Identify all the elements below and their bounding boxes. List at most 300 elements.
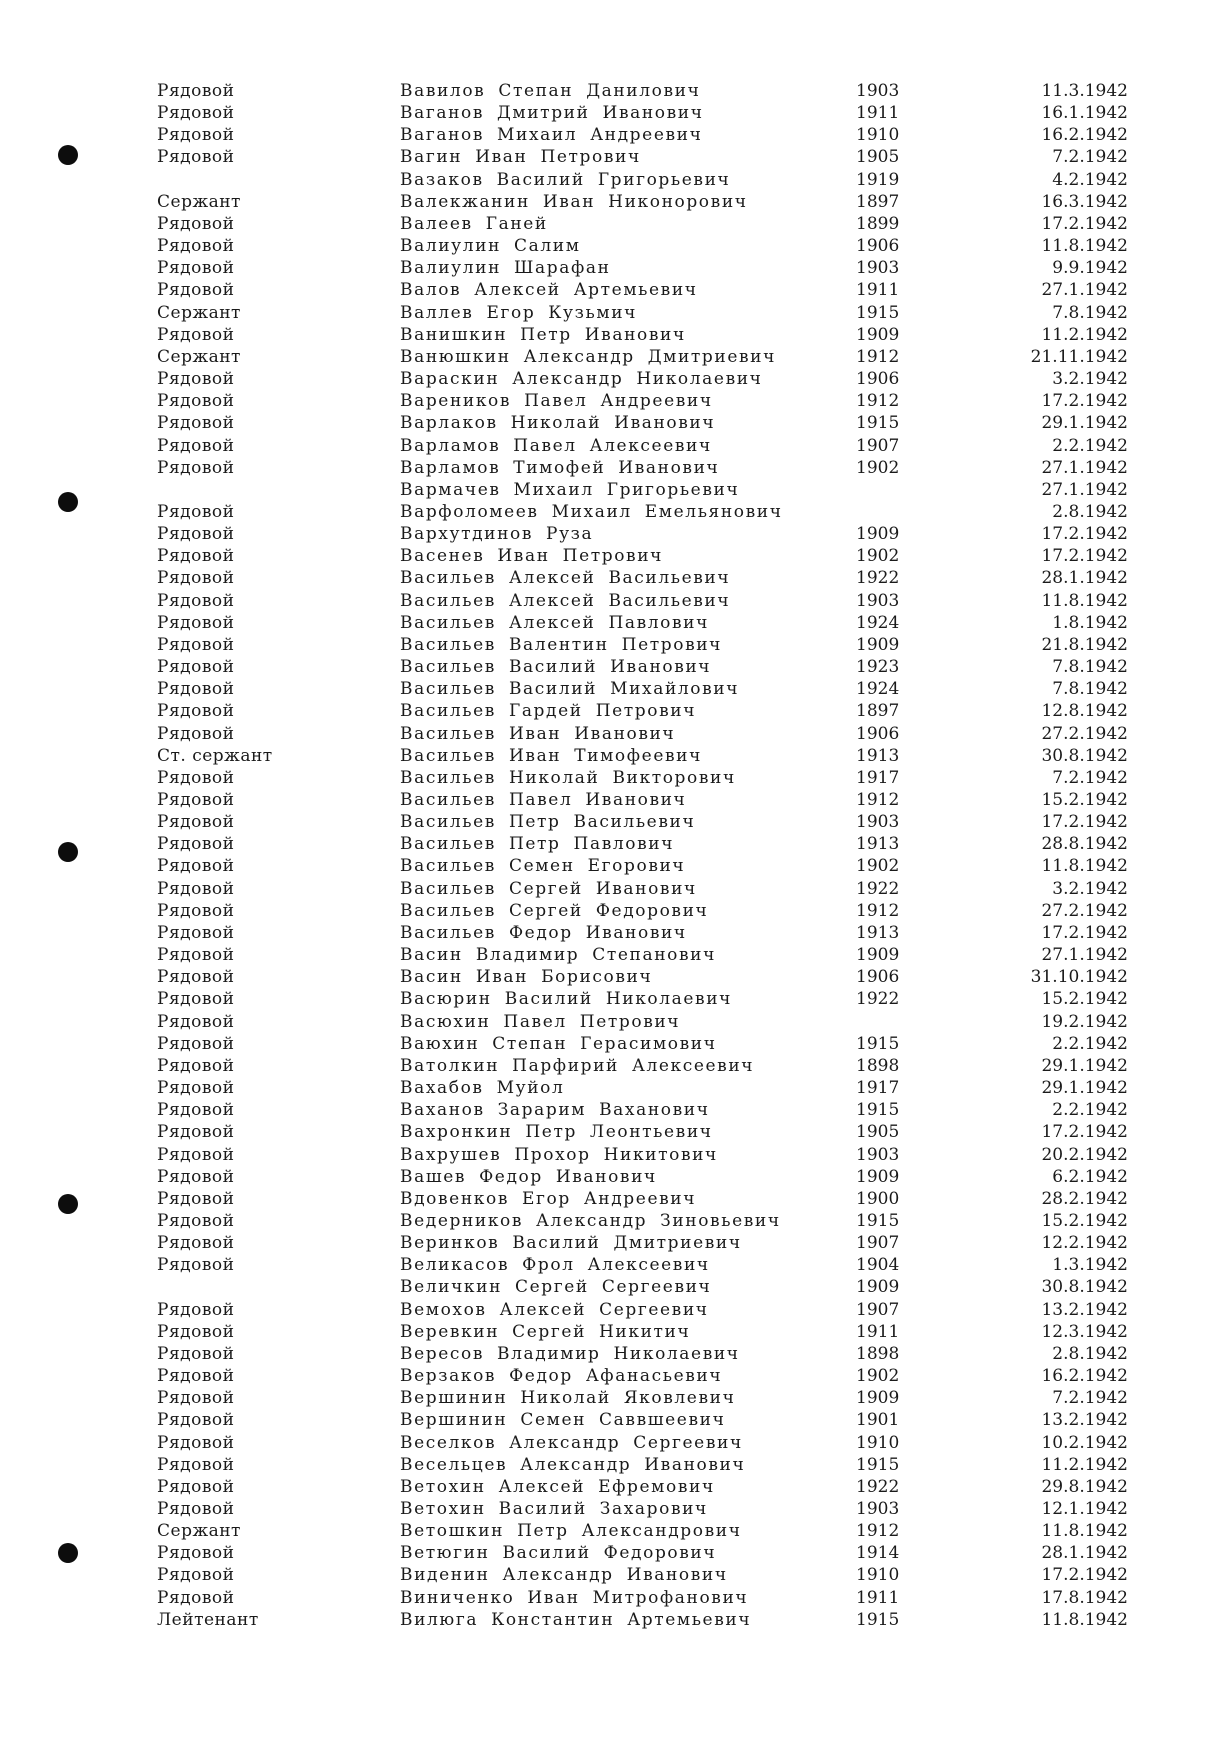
name-cell: Валеев Ганей (400, 213, 548, 234)
rank-cell: Рядовой (157, 1432, 235, 1453)
name-cell: Васильев Николай Викторович (400, 767, 736, 788)
name-cell: Ваганов Михаил Андреевич (400, 125, 703, 146)
rank-cell: Рядовой (157, 125, 235, 146)
date-cell: 11.8.1942 (1041, 1521, 1128, 1542)
birth-year-cell: 1913 (856, 922, 900, 943)
date-cell: 27.2.1942 (1041, 723, 1128, 744)
rank-cell: Рядовой (157, 369, 235, 390)
list-row (0, 302, 1220, 324)
list-row (0, 811, 1220, 833)
date-cell: 11.8.1942 (1041, 856, 1128, 877)
name-cell: Веревкин Сергей Никитич (400, 1321, 691, 1342)
date-cell: 7.2.1942 (1052, 767, 1128, 788)
list-row (0, 922, 1220, 944)
name-cell: Ваханов Зарарим Ваханович (400, 1100, 710, 1121)
birth-year-cell: 1917 (856, 767, 900, 788)
name-cell: Верзаков Федор Афанасьевич (400, 1366, 723, 1387)
birth-year-cell: 1909 (856, 1388, 900, 1409)
birth-year-cell: 1903 (856, 590, 900, 611)
date-cell: 17.8.1942 (1041, 1587, 1128, 1608)
name-cell: Великасов Фрол Алексеевич (400, 1255, 710, 1276)
name-cell: Валов Алексей Артемьевич (400, 280, 698, 301)
date-cell: 17.2.1942 (1041, 213, 1128, 234)
date-cell: 19.2.1942 (1041, 1011, 1128, 1032)
rank-cell: Рядовой (157, 147, 235, 168)
rank-cell: Рядовой (157, 1587, 235, 1608)
birth-year-cell: 1897 (856, 191, 900, 212)
name-cell: Валиулин Салим (400, 236, 581, 257)
name-cell: Варфоломеев Михаил Емельянович (400, 501, 783, 522)
name-cell: Весельцев Александр Иванович (400, 1454, 746, 1475)
list-row (0, 1166, 1220, 1188)
rank-cell: Рядовой (157, 546, 235, 567)
rank-cell: Рядовой (157, 1299, 235, 1320)
date-cell: 28.1.1942 (1041, 1543, 1128, 1564)
rank-cell: Рядовой (157, 391, 235, 412)
birth-year-cell: 1911 (856, 1321, 900, 1342)
name-cell: Вахабов Муйол (400, 1078, 565, 1099)
rank-cell: Рядовой (157, 501, 235, 522)
list-row (0, 878, 1220, 900)
date-cell: 21.11.1942 (1030, 346, 1128, 367)
rank-cell: Рядовой (157, 258, 235, 279)
list-row (0, 767, 1220, 789)
date-cell: 31.10.1942 (1030, 967, 1128, 988)
date-cell: 6.2.1942 (1052, 1166, 1128, 1187)
birth-year-cell: 1915 (856, 302, 900, 323)
rank-cell: Рядовой (157, 1388, 235, 1409)
rank-cell: Рядовой (157, 1210, 235, 1231)
date-cell: 2.2.1942 (1052, 1100, 1128, 1121)
date-cell: 15.2.1942 (1041, 1210, 1128, 1231)
birth-year-cell: 1901 (856, 1410, 900, 1431)
birth-year-cell: 1917 (856, 1078, 900, 1099)
date-cell: 12.8.1942 (1041, 701, 1128, 722)
birth-year-cell: 1922 (856, 989, 900, 1010)
rank-cell: Рядовой (157, 413, 235, 434)
date-cell: 3.2.1942 (1052, 878, 1128, 899)
name-cell: Вагин Иван Петрович (400, 147, 641, 168)
name-cell: Васильев Иван Иванович (400, 723, 676, 744)
birth-year-cell: 1910 (856, 125, 900, 146)
list-row (0, 745, 1220, 767)
list-row (0, 523, 1220, 545)
name-cell: Величкин Сергей Сергеевич (400, 1277, 712, 1298)
list-row (0, 169, 1220, 191)
name-cell: Васильев Алексей Васильевич (400, 590, 731, 611)
birth-year-cell: 1912 (856, 790, 900, 810)
date-cell: 7.8.1942 (1052, 657, 1128, 678)
date-cell: 15.2.1942 (1041, 790, 1128, 810)
name-cell: Васюхин Павел Петрович (400, 1011, 681, 1032)
name-cell: Васюрин Василий Николаевич (400, 989, 732, 1010)
name-cell: Васильев Федор Иванович (400, 922, 687, 943)
date-cell: 30.8.1942 (1041, 745, 1128, 766)
date-cell: 7.8.1942 (1052, 302, 1128, 323)
birth-year-cell: 1909 (856, 1277, 900, 1298)
list-row (0, 567, 1220, 589)
birth-year-cell: 1913 (856, 745, 900, 766)
list-row (0, 988, 1220, 1010)
name-cell: Ватолкин Парфирий Алексеевич (400, 1055, 755, 1076)
name-cell: Валлев Егор Кузьмич (400, 302, 637, 323)
date-cell: 12.3.1942 (1041, 1321, 1128, 1342)
date-cell: 11.8.1942 (1041, 236, 1128, 257)
rank-cell: Рядовой (157, 701, 235, 722)
rank-cell: Рядовой (157, 1565, 235, 1586)
birth-year-cell: 1923 (856, 657, 900, 678)
name-cell: Васин Владимир Степанович (400, 945, 716, 966)
rank-cell: Рядовой (157, 1055, 235, 1076)
name-cell: Вилюга Константин Артемьевич (400, 1609, 752, 1630)
birth-year-cell: 1906 (856, 723, 900, 744)
list-row (0, 1432, 1220, 1454)
rank-cell: Сержант (157, 1521, 241, 1542)
birth-year-cell: 1915 (856, 1609, 900, 1630)
name-cell: Ванюшкин Александр Дмитриевич (400, 346, 776, 367)
date-cell: 27.1.1942 (1041, 280, 1128, 301)
list-row (0, 102, 1220, 124)
rank-cell: Рядовой (157, 900, 235, 921)
list-row (0, 1144, 1220, 1166)
birth-year-cell: 1905 (856, 1122, 900, 1143)
rank-cell: Сержант (157, 302, 241, 323)
birth-year-cell: 1909 (856, 945, 900, 966)
date-cell: 27.1.1942 (1041, 945, 1128, 966)
date-cell: 12.1.1942 (1041, 1499, 1128, 1519)
name-cell: Васильев Сергей Иванович (400, 878, 697, 899)
list-row (0, 1299, 1220, 1321)
list-row (0, 390, 1220, 412)
name-cell: Ведерников Александр Зиновьевич (400, 1210, 781, 1231)
date-cell: 27.1.1942 (1041, 479, 1128, 500)
list-row (0, 634, 1220, 656)
rank-cell: Рядовой (157, 103, 235, 124)
date-cell: 17.2.1942 (1041, 922, 1128, 943)
name-cell: Вересов Владимир Николаевич (400, 1343, 740, 1364)
birth-year-cell: 1909 (856, 634, 900, 655)
birth-year-cell: 1907 (856, 435, 900, 456)
list-row (0, 700, 1220, 722)
rank-cell: Рядовой (157, 767, 235, 788)
list-row (0, 346, 1220, 368)
date-cell: 11.8.1942 (1041, 590, 1128, 611)
rank-cell: Рядовой (157, 1188, 235, 1209)
rank-cell: Рядовой (157, 524, 235, 545)
list-row (0, 1520, 1220, 1542)
rank-cell: Рядовой (157, 812, 235, 833)
name-cell: Васильев Петр Павлович (400, 834, 675, 855)
birth-year-cell: 1900 (856, 1188, 900, 1209)
name-cell: Вашев Федор Иванович (400, 1166, 657, 1187)
name-cell: Вараскин Александр Николаевич (400, 369, 763, 390)
date-cell: 21.8.1942 (1041, 634, 1128, 655)
rank-cell: Рядовой (157, 967, 235, 988)
rank-cell: Рядовой (157, 723, 235, 744)
name-cell: Ветохин Василий Захарович (400, 1499, 708, 1519)
list-row (0, 900, 1220, 922)
list-row (0, 723, 1220, 745)
list-row (0, 1454, 1220, 1476)
birth-year-cell: 1902 (856, 856, 900, 877)
rank-cell: Рядовой (157, 790, 235, 810)
rank-cell: Рядовой (157, 856, 235, 877)
birth-year-cell: 1912 (856, 346, 900, 367)
birth-year-cell: 1899 (856, 213, 900, 234)
birth-year-cell: 1907 (856, 1299, 900, 1320)
list-row (0, 412, 1220, 434)
date-cell: 1.8.1942 (1052, 612, 1128, 633)
birth-year-cell: 1902 (856, 546, 900, 567)
date-cell: 29.1.1942 (1041, 413, 1128, 434)
list-row (0, 279, 1220, 301)
date-cell: 27.1.1942 (1041, 457, 1128, 478)
name-cell: Васильев Валентин Петрович (400, 634, 723, 655)
date-cell: 17.2.1942 (1041, 812, 1128, 833)
birth-year-cell: 1915 (856, 1033, 900, 1054)
list-row (0, 590, 1220, 612)
birth-year-cell: 1912 (856, 1521, 900, 1542)
rank-cell: Рядовой (157, 834, 235, 855)
name-cell: Валекжанин Иван Никонорович (400, 191, 748, 212)
rank-cell: Рядовой (157, 1100, 235, 1121)
birth-year-cell: 1910 (856, 1432, 900, 1453)
date-cell: 17.2.1942 (1041, 1565, 1128, 1586)
rank-cell: Рядовой (157, 1410, 235, 1431)
name-cell: Васин Иван Борисович (400, 967, 653, 988)
birth-year-cell: 1911 (856, 1587, 900, 1608)
rank-cell: Рядовой (157, 945, 235, 966)
birth-year-cell: 1897 (856, 701, 900, 722)
rank-cell: Рядовой (157, 1343, 235, 1364)
date-cell: 7.8.1942 (1052, 679, 1128, 700)
list-row (0, 146, 1220, 168)
list-row (0, 612, 1220, 634)
name-cell: Валиулин Шарафан (400, 258, 611, 279)
birth-year-cell: 1909 (856, 1166, 900, 1187)
date-cell: 11.2.1942 (1041, 1454, 1128, 1475)
rank-cell: Рядовой (157, 590, 235, 611)
list-row (0, 944, 1220, 966)
casualty-list (0, 80, 1220, 1631)
list-row (0, 678, 1220, 700)
rank-cell: Рядовой (157, 1499, 235, 1519)
name-cell: Васильев Гардей Петрович (400, 701, 697, 722)
list-row (0, 257, 1220, 279)
birth-year-cell: 1906 (856, 236, 900, 257)
name-cell: Ваганов Дмитрий Иванович (400, 103, 704, 124)
rank-cell: Рядовой (157, 1166, 235, 1187)
rank-cell: Лейтенант (157, 1609, 259, 1630)
birth-year-cell: 1913 (856, 834, 900, 855)
name-cell: Ванишкин Петр Иванович (400, 324, 686, 345)
birth-year-cell: 1898 (856, 1343, 900, 1364)
name-cell: Виниченко Иван Митрофанович (400, 1587, 749, 1608)
list-row (0, 324, 1220, 346)
list-row (0, 1077, 1220, 1099)
list-row (0, 1321, 1220, 1343)
date-cell: 1.3.1942 (1052, 1255, 1128, 1276)
rank-cell: Рядовой (157, 1122, 235, 1143)
birth-year-cell: 1910 (856, 1565, 900, 1586)
date-cell: 7.2.1942 (1052, 1388, 1128, 1409)
rank-cell: Рядовой (157, 213, 235, 234)
list-row (0, 1011, 1220, 1033)
date-cell: 16.3.1942 (1041, 191, 1128, 212)
name-cell: Васильев Сергей Федорович (400, 900, 709, 921)
list-row (0, 1609, 1220, 1631)
date-cell: 15.2.1942 (1041, 989, 1128, 1010)
name-cell: Вершинин Николай Яковлевич (400, 1388, 736, 1409)
date-cell: 28.8.1942 (1041, 834, 1128, 855)
date-cell: 13.2.1942 (1041, 1410, 1128, 1431)
name-cell: Вазаков Василий Григорьевич (400, 169, 731, 190)
birth-year-cell: 1915 (856, 1100, 900, 1121)
date-cell: 17.2.1942 (1041, 546, 1128, 567)
date-cell: 17.2.1942 (1041, 524, 1128, 545)
rank-cell: Рядовой (157, 81, 235, 101)
birth-year-cell: 1915 (856, 1454, 900, 1475)
list-row (0, 435, 1220, 457)
list-row (0, 833, 1220, 855)
name-cell: Васильев Семен Егорович (400, 856, 686, 877)
date-cell: 20.2.1942 (1041, 1144, 1128, 1165)
date-cell: 29.1.1942 (1041, 1055, 1128, 1076)
birth-year-cell: 1903 (856, 812, 900, 833)
birth-year-cell: 1907 (856, 1233, 900, 1254)
name-cell: Вармачев Михаил Григорьевич (400, 479, 740, 500)
rank-cell: Сержант (157, 191, 241, 212)
list-row (0, 966, 1220, 988)
name-cell: Веселков Александр Сергеевич (400, 1432, 743, 1453)
birth-year-cell: 1911 (856, 280, 900, 301)
list-row (0, 1365, 1220, 1387)
rank-cell: Рядовой (157, 435, 235, 456)
list-row (0, 457, 1220, 479)
list-row (0, 545, 1220, 567)
name-cell: Вемохов Алексей Сергеевич (400, 1299, 709, 1320)
date-cell: 9.9.1942 (1052, 258, 1128, 279)
date-cell: 4.2.1942 (1052, 169, 1128, 190)
name-cell: Веринков Василий Дмитриевич (400, 1233, 742, 1254)
name-cell: Ветошкин Петр Александрович (400, 1521, 742, 1542)
list-row (0, 1276, 1220, 1298)
date-cell: 16.1.1942 (1041, 103, 1128, 124)
rank-cell: Рядовой (157, 568, 235, 589)
name-cell: Вархутдинов Руза (400, 524, 594, 545)
date-cell: 29.8.1942 (1041, 1476, 1128, 1497)
birth-year-cell: 1924 (856, 612, 900, 633)
list-row (0, 1188, 1220, 1210)
date-cell: 2.2.1942 (1052, 435, 1128, 456)
name-cell: Вахронкин Петр Леонтьевич (400, 1122, 713, 1143)
birth-year-cell: 1902 (856, 457, 900, 478)
date-cell: 28.2.1942 (1041, 1188, 1128, 1209)
list-row (0, 1210, 1220, 1232)
rank-cell: Рядовой (157, 1144, 235, 1165)
date-cell: 27.2.1942 (1041, 900, 1128, 921)
name-cell: Васильев Василий Михайлович (400, 679, 740, 700)
birth-year-cell: 1905 (856, 147, 900, 168)
rank-cell: Ст. сержант (157, 745, 273, 766)
name-cell: Васенев Иван Петрович (400, 546, 663, 567)
date-cell: 2.8.1942 (1052, 1343, 1128, 1364)
list-row (0, 1232, 1220, 1254)
name-cell: Виденин Александр Иванович (400, 1565, 728, 1586)
rank-cell: Сержант (157, 346, 241, 367)
name-cell: Васильев Алексей Васильевич (400, 568, 731, 589)
rank-cell: Рядовой (157, 280, 235, 301)
date-cell: 7.2.1942 (1052, 147, 1128, 168)
rank-cell: Рядовой (157, 679, 235, 700)
date-cell: 2.8.1942 (1052, 501, 1128, 522)
birth-year-cell: 1911 (856, 103, 900, 124)
list-row (0, 656, 1220, 678)
date-cell: 13.2.1942 (1041, 1299, 1128, 1320)
list-row (0, 1121, 1220, 1143)
list-row (0, 124, 1220, 146)
birth-year-cell: 1903 (856, 258, 900, 279)
list-row (0, 235, 1220, 257)
rank-cell: Рядовой (157, 878, 235, 899)
date-cell: 3.2.1942 (1052, 369, 1128, 390)
date-cell: 16.2.1942 (1041, 125, 1128, 146)
list-row (0, 789, 1220, 811)
date-cell: 17.2.1942 (1041, 391, 1128, 412)
rank-cell: Рядовой (157, 1321, 235, 1342)
list-row (0, 80, 1220, 102)
name-cell: Ваюхин Степан Герасимович (400, 1033, 717, 1054)
name-cell: Васильев Алексей Павлович (400, 612, 709, 633)
name-cell: Васильев Павел Иванович (400, 790, 687, 810)
birth-year-cell: 1912 (856, 900, 900, 921)
birth-year-cell: 1915 (856, 413, 900, 434)
list-row (0, 1498, 1220, 1520)
name-cell: Вдовенков Егор Андреевич (400, 1188, 697, 1209)
birth-year-cell: 1909 (856, 524, 900, 545)
rank-cell: Рядовой (157, 1454, 235, 1475)
list-row (0, 1099, 1220, 1121)
birth-year-cell: 1915 (856, 1210, 900, 1231)
date-cell: 16.2.1942 (1041, 1366, 1128, 1387)
list-row (0, 1387, 1220, 1409)
list-row (0, 1343, 1220, 1365)
name-cell: Васильев Иван Тимофеевич (400, 745, 702, 766)
name-cell: Ветохин Алексей Ефремович (400, 1476, 715, 1497)
rank-cell: Рядовой (157, 1033, 235, 1054)
date-cell: 17.2.1942 (1041, 1122, 1128, 1143)
birth-year-cell: 1902 (856, 1366, 900, 1387)
birth-year-cell: 1924 (856, 679, 900, 700)
list-row (0, 855, 1220, 877)
birth-year-cell: 1922 (856, 568, 900, 589)
name-cell: Варламов Павел Алексеевич (400, 435, 712, 456)
rank-cell: Рядовой (157, 457, 235, 478)
rank-cell: Рядовой (157, 1233, 235, 1254)
list-row (0, 479, 1220, 501)
name-cell: Варламов Тимофей Иванович (400, 457, 720, 478)
birth-year-cell: 1904 (856, 1255, 900, 1276)
list-row (0, 1055, 1220, 1077)
date-cell: 10.2.1942 (1041, 1432, 1128, 1453)
rank-cell: Рядовой (157, 1366, 235, 1387)
list-row (0, 501, 1220, 523)
date-cell: 2.2.1942 (1052, 1033, 1128, 1054)
rank-cell: Рядовой (157, 1476, 235, 1497)
list-row (0, 1254, 1220, 1276)
date-cell: 30.8.1942 (1041, 1277, 1128, 1298)
rank-cell: Рядовой (157, 634, 235, 655)
